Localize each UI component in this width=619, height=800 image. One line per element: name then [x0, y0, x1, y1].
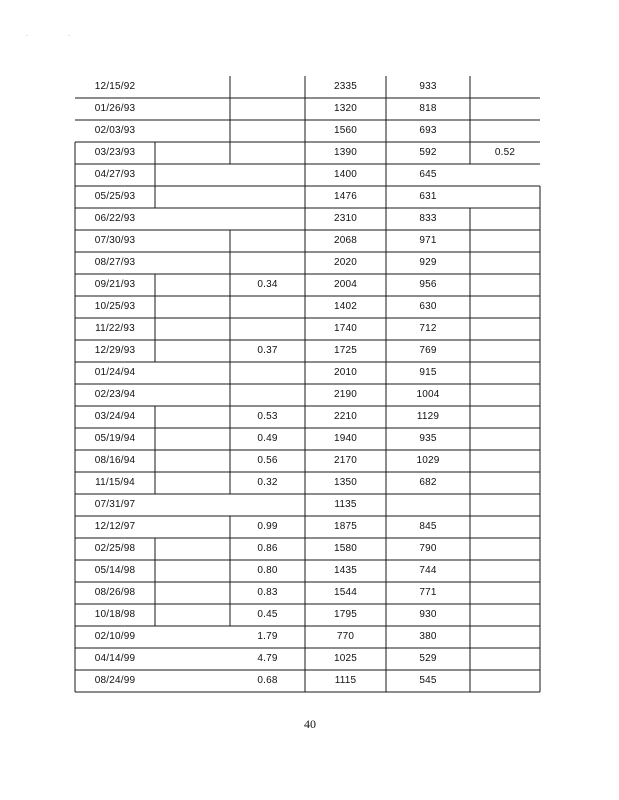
- table-cell-b: 770: [336, 631, 355, 642]
- table-cell-date: 02/10/99: [94, 631, 136, 642]
- table-cell-d: [470, 274, 540, 296]
- table-cell-date: 08/27/93: [94, 257, 136, 268]
- table-cell-b: 2170: [333, 455, 358, 466]
- table-cell-c: 682: [419, 477, 437, 488]
- table-cell-date: 12/12/97: [94, 521, 136, 532]
- table-cell-date: 12/29/93: [94, 345, 136, 356]
- table-cell-d: [470, 450, 540, 472]
- table-cell-date: 04/27/93: [94, 169, 136, 180]
- table-cell-b: 1580: [333, 543, 358, 554]
- table-cell-c: 956: [419, 279, 437, 290]
- table-cell-date: 09/21/93: [94, 279, 136, 290]
- table-cell-d: [470, 516, 540, 538]
- table-cell-date: 03/23/93: [94, 147, 136, 158]
- table-cell-date: 02/25/98: [94, 543, 136, 554]
- table-cell-date: 10/18/98: [94, 609, 136, 620]
- table-cell-a: [230, 164, 305, 186]
- table-cell-c: 818: [419, 103, 437, 114]
- table-cell-a: 0.68: [257, 675, 278, 686]
- table-cell-d: [470, 670, 540, 692]
- table-cell-b: 1795: [333, 609, 358, 620]
- table-cell-date: 12/15/92: [94, 81, 136, 92]
- table-cell-c: 630: [419, 301, 437, 312]
- table-cell-a: [230, 384, 305, 406]
- table-cell-date: 08/24/99: [94, 675, 136, 686]
- table-cell-date: 02/23/94: [94, 389, 136, 400]
- table-cell-b: 1560: [333, 125, 358, 136]
- table-cell-d: [470, 230, 540, 252]
- table-cell-d: [470, 164, 540, 186]
- table-cell-date: 08/16/94: [94, 455, 136, 466]
- table-cell-d: [470, 208, 540, 230]
- table-cell-d: 0.52: [494, 147, 516, 158]
- table-cell-a: [230, 296, 305, 318]
- table-cell-b: 1402: [333, 301, 358, 312]
- table-cell-c: 545: [419, 675, 437, 686]
- table-cell-a: 0.53: [257, 411, 278, 422]
- table-cell-b: 2020: [333, 257, 358, 268]
- table-cell-d: [470, 120, 540, 142]
- table-cell-a: 0.99: [257, 521, 278, 532]
- table-cell-a: [230, 142, 305, 164]
- table-cell-a: [230, 208, 305, 230]
- table-cell-a: [230, 252, 305, 274]
- table-cell-b: 2010: [333, 367, 358, 378]
- table-cell-b: 1740: [333, 323, 358, 334]
- table-cell-d: [470, 648, 540, 670]
- table-cell-b: 2335: [333, 81, 358, 92]
- table-cell-date: 05/14/98: [94, 565, 136, 576]
- table-cell-a: 0.56: [257, 455, 278, 466]
- table-cell-a: [230, 318, 305, 340]
- table-cell-c: 645: [419, 169, 437, 180]
- table-cell-b: 1135: [334, 499, 357, 510]
- table-cell-c: 930: [419, 609, 437, 620]
- table-cell-c: 771: [419, 587, 437, 598]
- table-cell-b: 1115: [334, 675, 357, 686]
- table-cell-d: [470, 406, 540, 428]
- table-cell-d: [470, 296, 540, 318]
- table-cell-d: [470, 428, 540, 450]
- table-cell-b: 2068: [333, 235, 358, 246]
- table-cell-a: 0.83: [257, 587, 278, 598]
- table-cell-b: 2210: [333, 411, 358, 422]
- table-cell-d: [470, 494, 540, 516]
- table-cell-d: [470, 626, 540, 648]
- table-cell-c: 744: [419, 565, 437, 576]
- table-cell-date: 08/26/98: [94, 587, 136, 598]
- table-cell-date: 02/03/93: [94, 125, 136, 136]
- table-cell-a: 4.79: [257, 653, 278, 664]
- table-cell-date: 07/30/93: [94, 235, 136, 246]
- table-cell-d: [470, 538, 540, 560]
- table-cell-c: 971: [419, 235, 437, 246]
- table-cell-b: 1476: [333, 191, 358, 202]
- page-number: 40: [304, 717, 316, 731]
- table-cell-a: 0.37: [257, 345, 278, 356]
- table-cell-b: 1390: [333, 147, 358, 158]
- table-cell-b: 1875: [333, 521, 358, 532]
- table-cell-d: [470, 362, 540, 384]
- table-cell-b: 2190: [333, 389, 358, 400]
- table-cell-a: 1.79: [257, 631, 278, 642]
- table-cell-a: [230, 98, 305, 120]
- table-cell-a: 0.86: [257, 543, 278, 554]
- table-cell-c: 933: [419, 81, 437, 92]
- table-cell-a: 0.34: [257, 279, 278, 290]
- scan-speck: ·: [68, 33, 70, 39]
- table-cell-a: 0.49: [257, 433, 278, 444]
- table-cell-d: [470, 604, 540, 626]
- table-cell-a: 0.32: [257, 477, 278, 488]
- table-cell-date: 11/22/93: [95, 323, 135, 334]
- table-cell-d: [470, 98, 540, 120]
- scan-speck: ·: [26, 33, 28, 39]
- table-cell-a: [230, 362, 305, 384]
- table-cell-a: [230, 76, 305, 98]
- table-cell-date: 03/24/94: [94, 411, 136, 422]
- table-cell-d: [470, 318, 540, 340]
- table-cell-c: 712: [419, 323, 437, 334]
- table-cell-date: 06/22/93: [94, 213, 136, 224]
- table-cell-a: [230, 494, 305, 516]
- table-cell-c: 693: [419, 125, 437, 136]
- table-cell-c: 915: [419, 367, 437, 378]
- table-cell-date: 11/15/94: [95, 477, 135, 488]
- table-cell-c: 929: [419, 257, 437, 268]
- table-cell-date: 01/24/94: [94, 367, 136, 378]
- table-cell-c: 529: [419, 653, 437, 664]
- table-cell-date: 01/26/93: [94, 103, 136, 114]
- table-cell-d: [470, 186, 540, 208]
- table-cell-d: [470, 472, 540, 494]
- table-cell-c: 833: [419, 213, 437, 224]
- table-cell-b: 1350: [333, 477, 358, 488]
- table-cell-b: 1320: [333, 103, 358, 114]
- table-cell-b: 2310: [333, 213, 358, 224]
- table-cell-c: 1129: [416, 411, 440, 422]
- table-cell-d: [470, 340, 540, 362]
- table-cell-a: [230, 230, 305, 252]
- table-cell-a: [230, 186, 305, 208]
- table-cell-b: 1025: [333, 653, 358, 664]
- table-cell-c: 845: [419, 521, 437, 532]
- table-cell-d: [470, 582, 540, 604]
- table-cell-c: 769: [419, 345, 437, 356]
- table-cell-date: 10/25/93: [94, 301, 136, 312]
- table-cell-a: 0.80: [257, 565, 278, 576]
- table-cell-date: 07/31/97: [94, 499, 136, 510]
- table-cell-c: [386, 494, 470, 516]
- table-cell-c: 1029: [416, 455, 440, 466]
- table-cell-b: 1725: [333, 345, 358, 356]
- table-cell-c: 380: [419, 631, 437, 642]
- table-cell-date: 04/14/99: [94, 653, 136, 664]
- table-cell-b: 1400: [333, 169, 358, 180]
- table-cell-a: 0.45: [257, 609, 278, 620]
- table-cell-c: 1004: [416, 389, 440, 400]
- table-cell-b: 2004: [333, 279, 358, 290]
- table-cell-c: 592: [419, 147, 437, 158]
- table-cell-b: 1435: [333, 565, 358, 576]
- table-cell-c: 631: [419, 191, 437, 202]
- table-cell-a: [230, 120, 305, 142]
- table-cell-b: 1940: [333, 433, 358, 444]
- table-cell-c: 935: [419, 433, 437, 444]
- table-cell-b: 1544: [333, 587, 358, 598]
- table-cell-date: 05/25/93: [94, 191, 136, 202]
- table-cell-d: [470, 560, 540, 582]
- table-cell-d: [470, 76, 540, 98]
- table-cell-c: 790: [419, 543, 437, 554]
- table-cell-d: [470, 252, 540, 274]
- table-cell-d: [470, 384, 540, 406]
- table-cell-date: 05/19/94: [94, 433, 136, 444]
